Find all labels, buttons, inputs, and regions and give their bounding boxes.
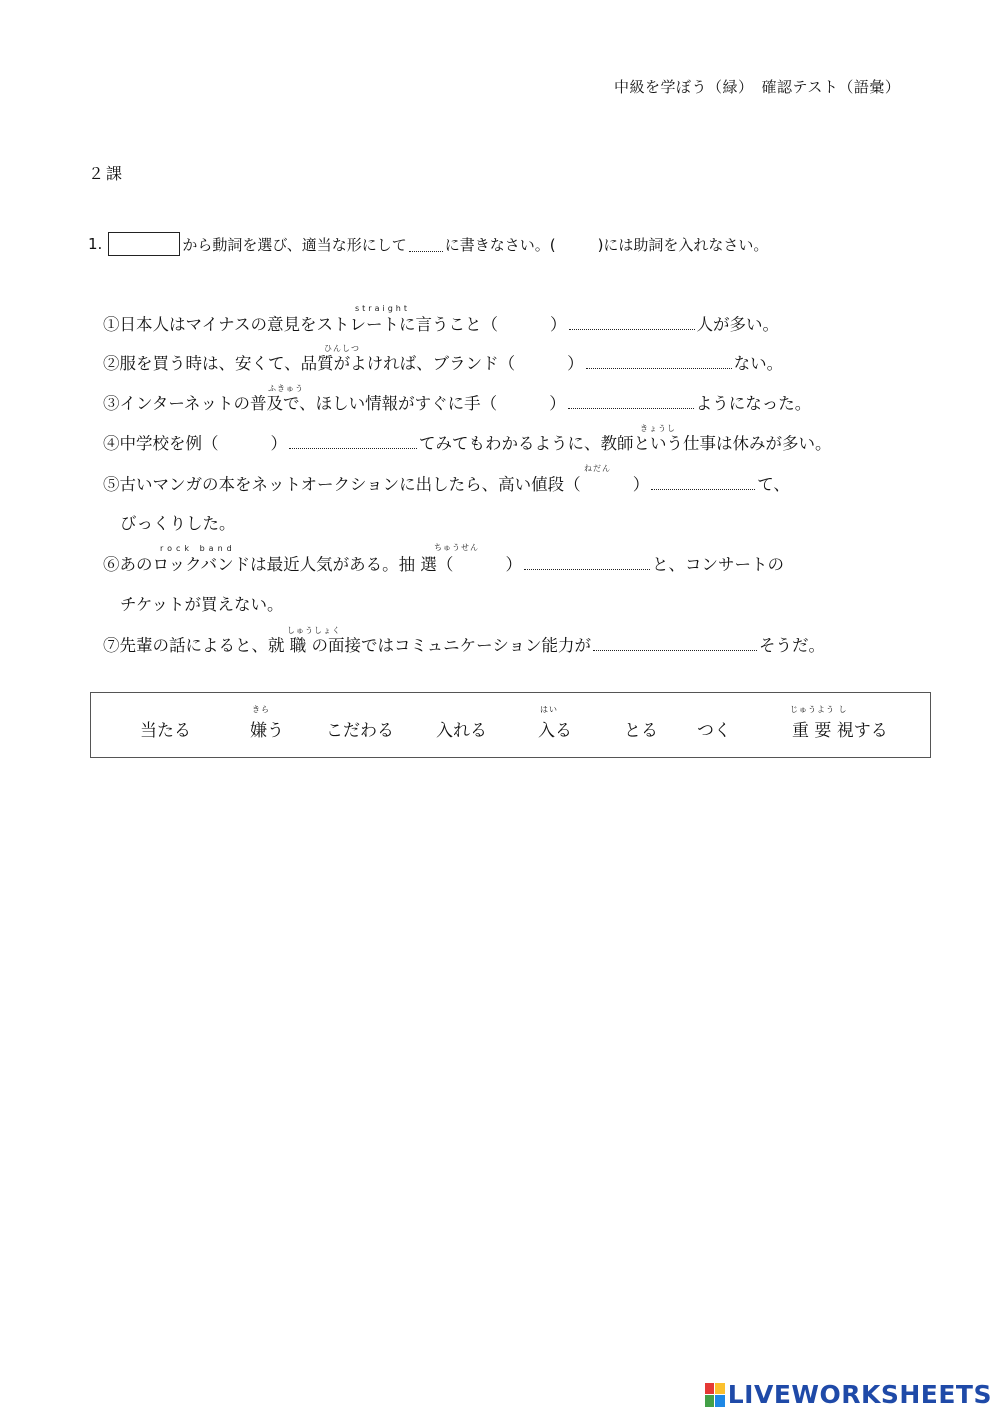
word-ireru: 入れる (436, 721, 487, 741)
answer-blank-3[interactable] (568, 392, 694, 409)
word-toru: とる (624, 721, 658, 741)
instruction-part2: に書きなさい。( (444, 235, 556, 254)
answer-blank-7[interactable] (593, 634, 757, 651)
ruby-chusen: ちゅうせん (434, 543, 479, 552)
ruby-straight: straight (355, 304, 411, 313)
ruby-nedan: ねだん (584, 464, 611, 473)
question-3: ③インターネットの普及で、ほしい情報がすぐに手（ ） ようになった。 (103, 394, 812, 413)
logo-icon (705, 1383, 725, 1407)
ruby-juyoshi: じゅうよう し (790, 705, 848, 714)
word-tsuku: つく (697, 721, 731, 741)
question-1: ①日本人はマイナスの意見をストレートに言うこと（ ） 人が多い。 (103, 315, 780, 334)
instruction-part1: から動詞を選び、適当な形にして (182, 235, 407, 254)
answer-blank-6[interactable] (524, 553, 650, 570)
ruby-hai: はい (540, 705, 558, 714)
question-2: ②服を買う時は、安くて、品質がよければ、ブランド（ ） ない。 (103, 354, 784, 373)
question-5-continued: びっくりした。 (120, 514, 236, 533)
word-box-indicator (108, 232, 180, 256)
question-4: ④中学校を例（ ） てみてもわかるように、教師という仕事は休みが多い。 (103, 434, 832, 453)
answer-blank-5[interactable] (651, 473, 755, 490)
logo-square-green (705, 1395, 715, 1407)
ruby-shushoku: しゅうしょく (287, 626, 341, 635)
brand-name: LIVEWORKSHEETS (727, 1380, 992, 1409)
ruby-kira: きら (252, 705, 270, 714)
ruby-rock-band: rock band (160, 544, 236, 553)
logo-square-blue (715, 1395, 725, 1407)
answer-blank-2[interactable] (586, 352, 732, 369)
instruction (88, 232, 768, 256)
question-6-continued: チケットが買えない。 (120, 595, 284, 614)
ruby-fukyu: ふきゅう (268, 384, 304, 393)
ruby-kyoshi: きょうし (640, 424, 676, 433)
word-kirau: 嫌う (250, 721, 284, 741)
word-kodawaru: こだわる (326, 721, 394, 741)
worksheet-header: 中級を学ぼう（緑） 確認テスト（語彙） (614, 78, 901, 96)
answer-blank-1[interactable] (569, 313, 695, 330)
logo-square-yellow (715, 1383, 725, 1395)
word-ataru: 当たる (140, 721, 191, 741)
word-juyoshi-suru: 重 要 視する (792, 721, 888, 741)
blank-indicator (409, 237, 443, 252)
question-7: ⑦先輩の話によると、就 職 の面接ではコミュニケーション能力が そうだ。 (103, 636, 825, 655)
logo-square-red (705, 1383, 715, 1395)
question-6: ⑥あのロックバンドは最近人気がある。抽 選（ ） と、コンサートの (103, 555, 784, 574)
question-5: ⑤古いマンガの本をネットオークションに出したら、高い値段（ ） て、 (103, 475, 790, 494)
instruction-part3: )には助詞を入れなさい。 (597, 235, 769, 254)
word-hairu: 入る (538, 721, 572, 741)
answer-blank-4[interactable] (289, 432, 417, 449)
ruby-hinshitsu: ひんしつ (324, 344, 360, 353)
instruction-number: 1. (88, 235, 103, 253)
liveworksheets-logo[interactable] (705, 1380, 992, 1409)
lesson-title: ２課 (88, 164, 125, 183)
